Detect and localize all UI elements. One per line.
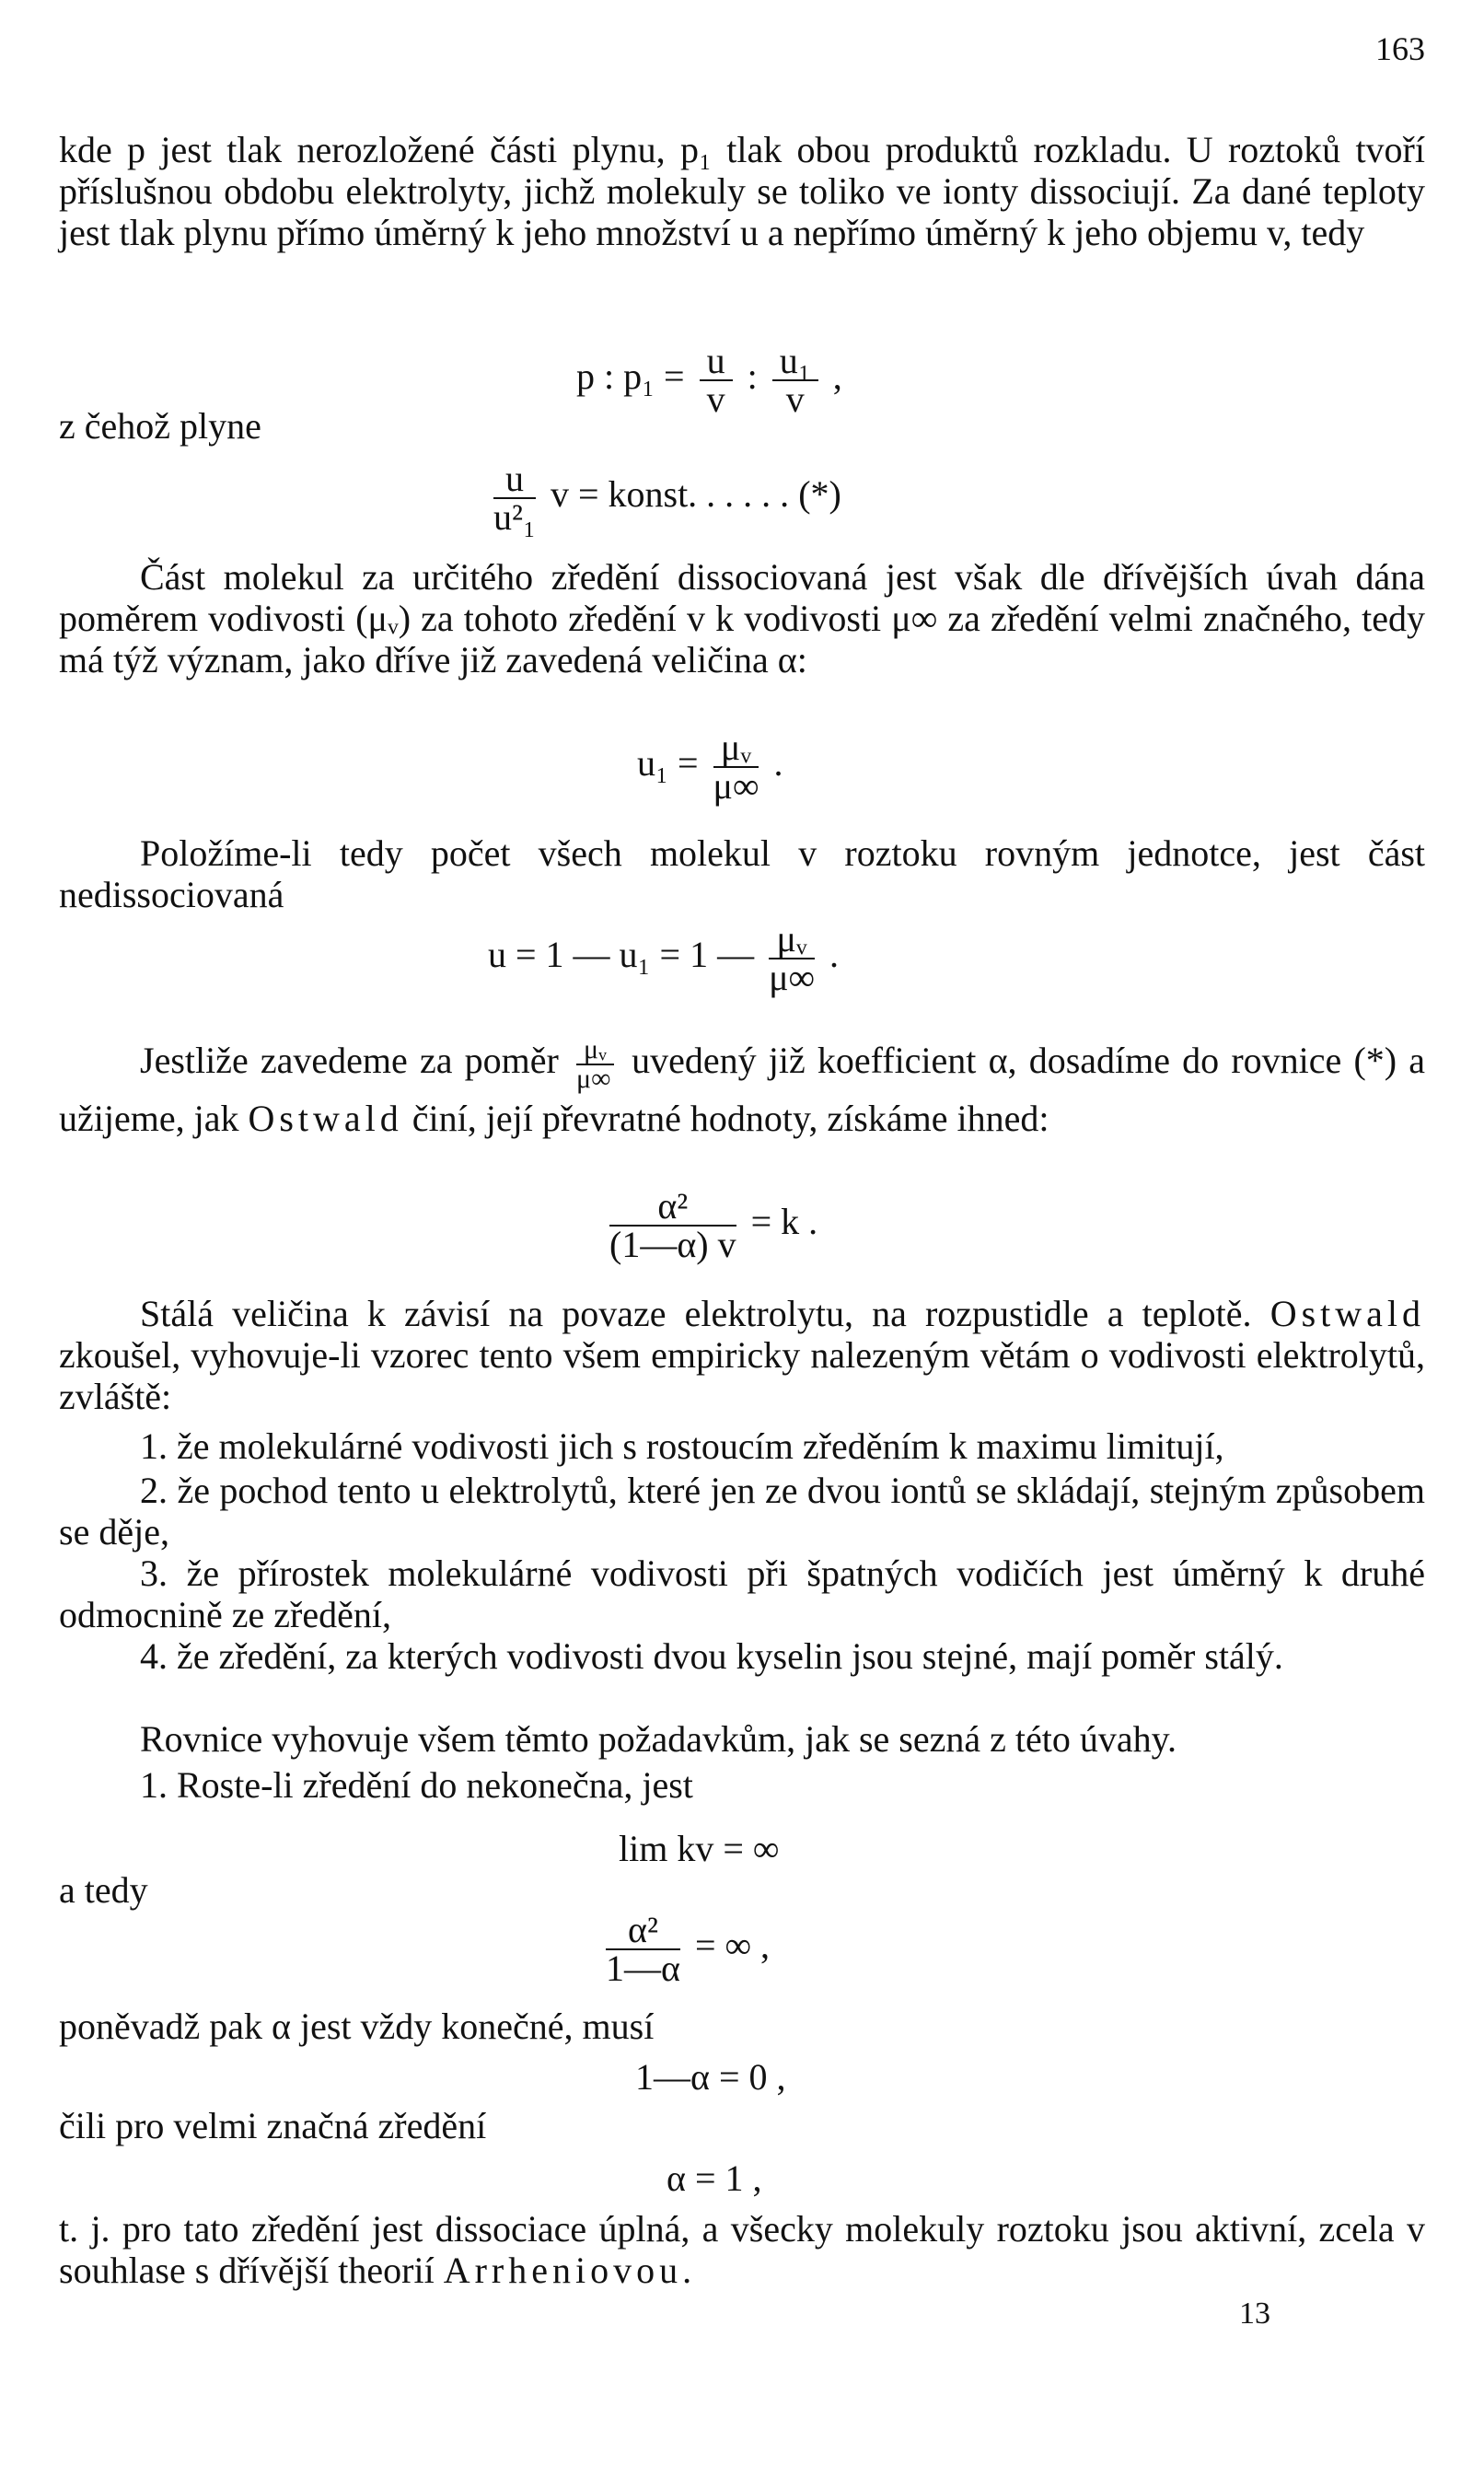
- list-item-4: 4. že zředění, za kterých vodivosti dvou kyselin jsou stejné, mají poměr stálý.: [140, 1635, 1283, 1677]
- paragraph-undissociated: Položíme-li tedy počet všech molekul v roztoku rovným jednotce, jest část nedissociovaná: [59, 832, 1425, 915]
- equation-k: [604, 1185, 818, 1265]
- list-item-2: 2. že pochod tento u elektrolytů, které jen ze dvou iontů se skládají, stejným způsobem se děje,: [59, 1470, 1425, 1552]
- paragraph-equation-satisfies: Rovnice vyhovuje všem těmto požadavkům, jak se sezná z této úvahy.: [140, 1718, 1177, 1760]
- eq7-fraction: [606, 1909, 680, 1989]
- eq5-denominator: (1—α) v: [609, 1224, 736, 1265]
- paragraph-dilution-infinity: 1. Roste-li zředění do nekonečna, jest: [140, 1764, 693, 1806]
- eq4-numerator: μᵥ: [769, 921, 815, 959]
- eq3-denominator: μ∞: [713, 765, 759, 807]
- equation-pressure-ratio: [576, 340, 842, 420]
- equation-limit: lim kv = ∞: [619, 1828, 780, 1869]
- paragraph-constant-k: [59, 1293, 1425, 1417]
- eq1-fraction-u-v: [700, 340, 733, 420]
- eq5-numerator: α²: [609, 1188, 736, 1227]
- list-item-3: 3. že přírostek molekulárné vodivosti při špatných vodičích jest úměrný k druhé odmocnině ze zředění,: [59, 1552, 1425, 1635]
- eq7-denominator: 1—α: [606, 1948, 680, 1989]
- eq2-rest: v = konst. . . . . .: [550, 473, 790, 516]
- paragraph-dissociated-part: Část molekul za určitého zředění dissociovaná jest však dle dřívějších úvah dána poměrem vodivosti (μᵥ) za tohoto zředění v k vodivosti μ∞ za zředění velmi značného, tedy má týž význam, jako dříve již zavedená veličina α:: [59, 556, 1425, 680]
- paragraph-gas-pressure: kde p jest tlak nerozložené části plynu, p₁ tlak obou produktů rozkladu. U roztoků tvoří příslušnou obdobu elektrolyty, jichž molekuly se toliko ve ionty dissociují. Za dané teploty jest tlak plynu přímo úměrný k jeho množství u a nepřímo úměrný k jeho objemu v, tedy: [59, 129, 1425, 253]
- equation-alpha-one: α = 1 ,: [667, 2157, 762, 2199]
- eq3-numerator: μᵥ: [713, 729, 759, 768]
- paragraph-alpha-finite: poněvadž pak α jest vždy konečné, musí: [59, 2006, 655, 2047]
- paragraph-and-so: a tedy: [59, 1869, 148, 1911]
- eq1-left: p : p₁ =: [576, 355, 685, 398]
- eq4-left: u = 1 — u₁ = 1 —: [488, 934, 755, 976]
- equation-constant: [488, 460, 841, 536]
- eq4-fraction: [769, 918, 816, 998]
- equation-infinity: [600, 1909, 771, 1989]
- eq1-end: ,: [832, 355, 842, 398]
- eq5-rest: = k .: [750, 1201, 818, 1243]
- eq2-tag: (*): [798, 473, 841, 516]
- eq1-f2-denominator: v: [785, 378, 805, 420]
- eq4-end: .: [829, 934, 840, 976]
- eq7-numerator: α²: [606, 1912, 680, 1950]
- eq2-denominator: u²₁: [493, 496, 536, 538]
- p12-text: t. j. pro tato zředění jest dissociace úplná, a všecky molekuly roztoku jsou aktivní, zcela v souhlase s dřívější theorií: [59, 2208, 1425, 2291]
- author-name-ostwald-2: Ostwald: [1270, 1293, 1426, 1334]
- eq1-f2-numerator: u₁: [772, 343, 818, 381]
- eq1-fraction-u1-v: [772, 340, 818, 420]
- page-number: 163: [1375, 30, 1425, 67]
- eq1-f1-denominator: v: [706, 378, 725, 420]
- eq1-f1-numerator: u: [700, 343, 733, 381]
- eq1-colon: :: [747, 355, 758, 398]
- eq4-denominator: μ∞: [769, 957, 816, 998]
- list-item-1: 1. že molekulárné vodivosti jich s rostoucím zředěním k maximu limitují,: [140, 1425, 1224, 1467]
- eq3-fraction: [713, 729, 759, 805]
- p5-end: činí, její převratné hodnoty, získáme ihned:: [412, 1097, 1049, 1139]
- equation-u: [488, 918, 840, 998]
- paragraph-ostwald-substitution: [59, 1035, 1425, 1145]
- author-name-ostwald: Ostwald: [248, 1097, 403, 1139]
- p5-start: Jestliže zavedeme za poměr: [140, 1040, 559, 1081]
- signature-mark: 13: [1239, 2296, 1270, 2331]
- inline-ratio-numerator: μᵥ: [576, 1036, 614, 1065]
- p6-start: Stálá veličina k závisí na povaze elektrolytu, na rozpustidle a teplotě.: [140, 1293, 1252, 1334]
- equation-one-minus-alpha: 1—α = 0 ,: [635, 2056, 786, 2098]
- eq3-end: .: [773, 742, 783, 785]
- p6-end: zkoušel, vyhovuje-li vzorec tento všem empiricky nalezeným větám o vodivosti elektrolytů, zvláště:: [59, 1334, 1425, 1417]
- author-name-arrhenius: Arrheniovou.: [443, 2250, 697, 2291]
- eq2-numerator: u: [493, 460, 536, 499]
- eq7-rest: = ∞ ,: [694, 1924, 771, 1967]
- paragraph-conclusion: [59, 2208, 1425, 2291]
- eq5-fraction: [609, 1185, 736, 1265]
- paragraph-from-which: z čehož plyne: [59, 405, 261, 447]
- eq2-fraction: [493, 460, 536, 536]
- eq3-left: u₁ =: [637, 742, 699, 785]
- paragraph-large-dilutions: čili pro velmi značná zředění: [59, 2105, 487, 2146]
- equation-u1: [637, 729, 783, 805]
- inline-ratio-fraction: [576, 1033, 614, 1094]
- p5-middle: uvedený již koefficient α, dosadíme do rovnice (*) a užijeme, jak: [59, 1040, 1426, 1139]
- inline-ratio-denominator: μ∞: [576, 1063, 611, 1094]
